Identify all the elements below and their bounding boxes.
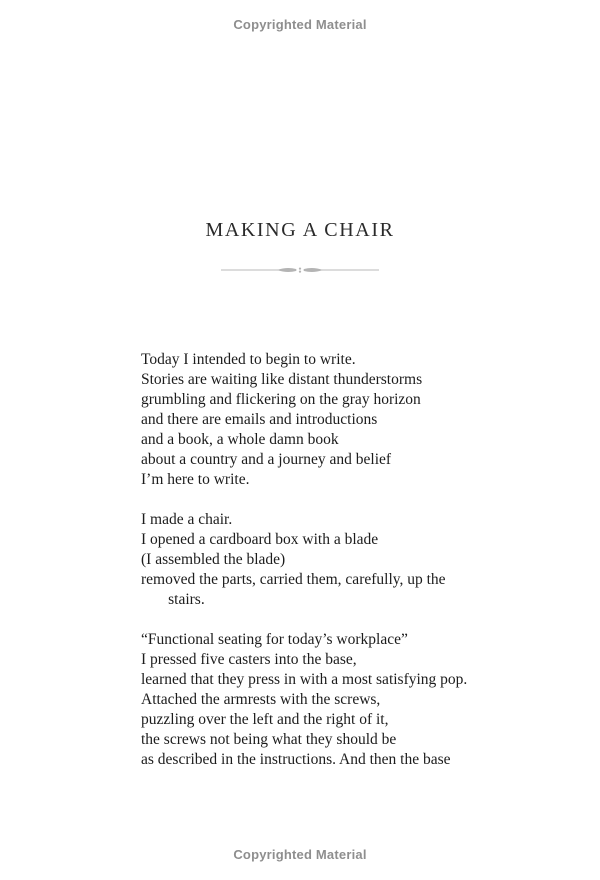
poem-line: I’m here to write. [141,471,250,488]
poem-line: I made a chair. [141,511,233,528]
poem-line: the screws not being what they should be [141,731,397,748]
poem-line: (I assembled the blade) [141,551,286,568]
poem-line: Attached the armrests with the screws, [141,691,381,708]
poem-body [141,350,531,770]
poem-line: “Functional seating for today’s workplace” [141,631,408,648]
poem-line: grumbling and flickering on the gray horizon [141,391,421,408]
poem-line: Today I intended to begin to write. [141,351,356,368]
copyright-notice-top: Copyrighted Material [233,17,367,32]
poem-line: and a book, a whole damn book [141,431,339,448]
poem-stanza [141,510,531,610]
copyright-notice-bottom: Copyrighted Material [233,847,367,862]
poem-stanza [141,630,531,770]
poem-title: MAKING A CHAIR [205,219,395,241]
poem-line: about a country and a journey and belief [141,451,392,468]
poem-line: learned that they press in with a most satisfying pop. [141,671,468,688]
poem-line: as described in the instructions. And then the base [141,751,451,768]
poem-line: puzzling over the left and the right of it, [141,711,389,728]
poem-line: Stories are waiting like distant thunderstorms [141,371,423,388]
ornament-divider [0,264,600,276]
poem-line: I pressed five casters into the base, [141,651,357,668]
poem-line: removed the parts, carried them, carefully, up the [141,571,446,588]
poem-line: I opened a cardboard box with a blade [141,531,379,548]
poem-stanza [141,350,531,490]
poem-line: and there are emails and introductions [141,411,378,428]
ornament-divider-graphic [221,264,379,276]
poem-line: stairs. [141,591,205,608]
